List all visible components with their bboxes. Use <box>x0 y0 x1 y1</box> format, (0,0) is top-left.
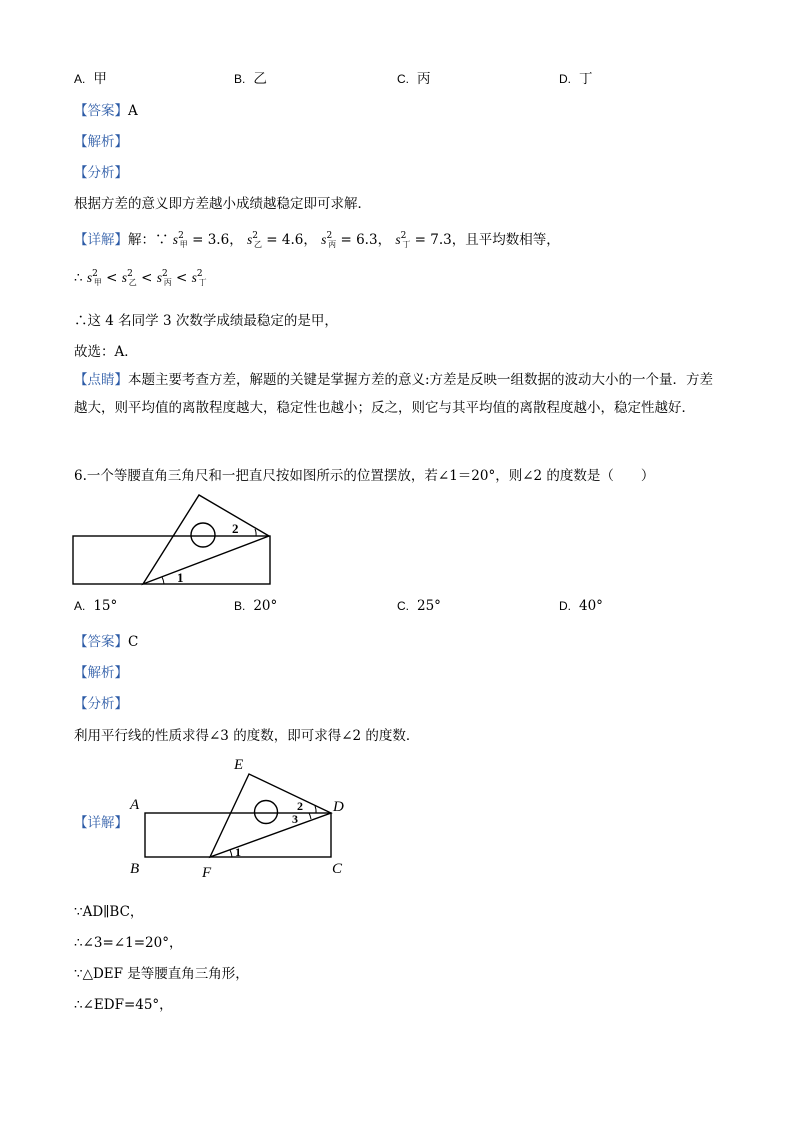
ruler-rect <box>73 536 270 584</box>
q5-jiexi-tag: 【解析】 <box>74 134 128 150</box>
q6-jiexi-tag: 【解析】 <box>74 665 128 681</box>
q6-question: 6.一个等腰直角三角尺和一把直尺按如图所示的位置摆放，若∠1＝20°，则∠2 的度数是（ ） <box>74 468 655 484</box>
q6-step-2: ∴∠3=∠1=20°， <box>74 935 183 951</box>
label-e: E <box>234 757 244 773</box>
q6-answer: 【答案】C <box>74 634 139 650</box>
q6-step-3: ∵△DEF 是等腰直角三角形， <box>74 966 249 982</box>
q5-xiangjie-line: 【详解】解：∵ $s^2_甲 = 3.6$， $s^2_乙 = 4.6$， $s^2_丙 = 6.3$， $s^2_丁 = 7.3$，且平均数相等， <box>74 231 560 249</box>
q5-inequality: ∴ $s^2_甲 < s^2_乙 < s^2_丙 < s^2_丁$ <box>74 269 207 287</box>
q6-choice-d: D. 40° <box>559 598 603 614</box>
q6-fenxi-tag: 【分析】 <box>74 696 128 712</box>
q5-answer: 【答案】A <box>74 103 138 119</box>
q6-figure-1 <box>70 490 280 590</box>
q5-fenxi-tag: 【分析】 <box>74 165 128 181</box>
label-a: A <box>130 797 140 813</box>
q5-fenxi-text: 根据方差的意义即方差越小成绩越稳定即可求解． <box>74 196 371 212</box>
angle-2-label: 2 <box>232 521 239 536</box>
q6-step-1: ∵AD∥BC， <box>74 904 144 920</box>
q6-choice-b: B. 20° <box>234 598 278 614</box>
q5-choice-d: D. 丁 <box>559 71 593 87</box>
angle-1-label: 1 <box>235 845 241 859</box>
q6-step-4: ∴∠EDF=45°， <box>74 997 173 1013</box>
angle-1-label: 1 <box>177 570 184 585</box>
q6-choice-a: A. 15° <box>74 598 118 614</box>
q6-choices <box>74 598 734 618</box>
label-f: F <box>202 865 212 881</box>
label-c: C <box>332 861 343 877</box>
q6-figure-2 <box>128 752 350 884</box>
q6-choice-c: C. 25° <box>397 598 441 614</box>
triangle-hole <box>191 523 215 547</box>
q5-conclusion: ∴这 4 名同学 3 次数学成绩最稳定的是甲， <box>74 313 338 329</box>
triangle <box>143 495 269 584</box>
q5-choices <box>74 67 734 87</box>
label-b: B <box>130 861 140 877</box>
q5-choice-c: C. 丙 <box>397 71 431 87</box>
q5-choose: 故选：A． <box>74 344 138 360</box>
q5-dianjing: 【点睛】本题主要考查方差，解题的关键是掌握方差的意义:方差是反映一组数据的波动大小的一个量．方差越大，则平均值的离散程度越大，稳定性也越小；反之，则它与其平均值的离散程度越小，稳定性越好． <box>74 372 714 416</box>
label-d: D <box>333 799 344 815</box>
angle-3-label: 3 <box>292 812 298 826</box>
triangle-def <box>210 774 331 857</box>
q6-fenxi-text: 利用平行线的性质求得∠3 的度数，即可求得∠2 的度数． <box>74 728 420 744</box>
q6-xiangjie-tag: 【详解】 <box>74 815 128 831</box>
angle-2-label: 2 <box>297 799 303 813</box>
triangle-hole <box>255 801 278 824</box>
q5-choice-a: A. 甲 <box>74 71 107 87</box>
q5-choice-b: B. 乙 <box>234 71 267 87</box>
